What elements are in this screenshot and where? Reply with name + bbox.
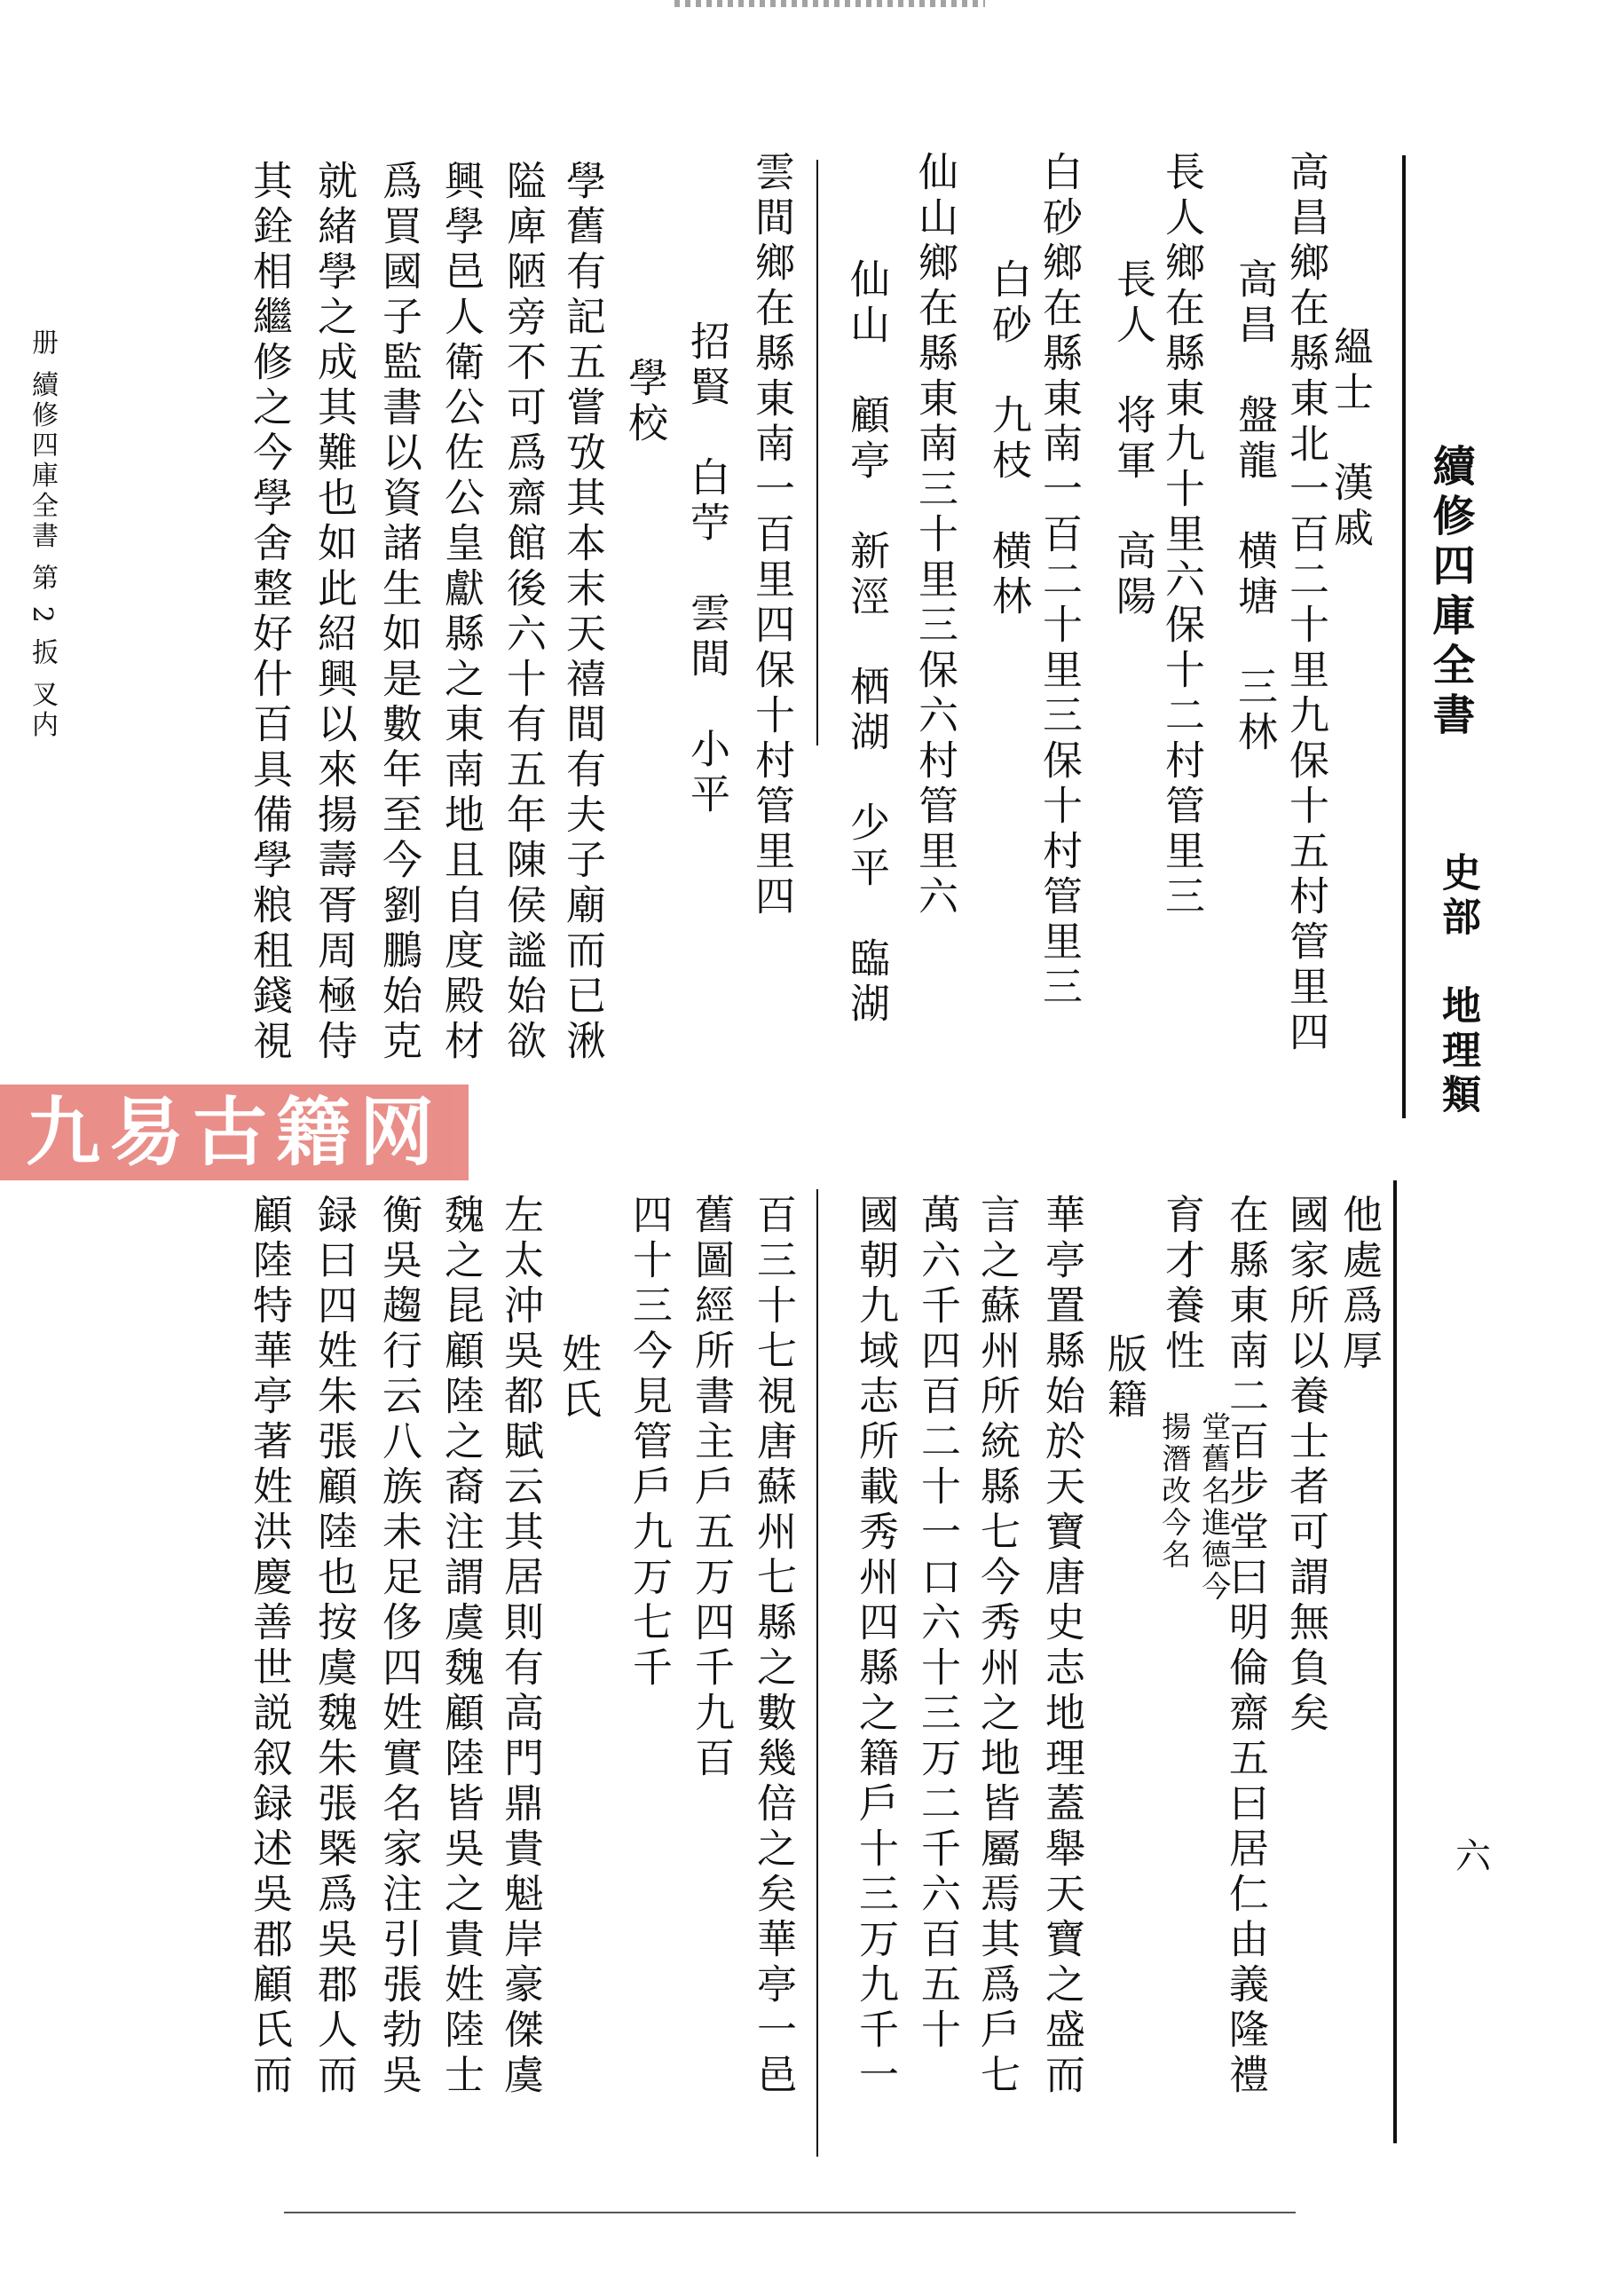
text-column: 長人鄉在縣東九十里六保十二村管里三 bbox=[1158, 151, 1205, 920]
text-column: 國家所以養士者可謂無負矣 bbox=[1282, 1194, 1329, 1737]
text-column: 衡吳趨行云八族未足侈四姓實名家注引張勃吳 bbox=[375, 1194, 422, 2099]
text-column: 育才養性 bbox=[1158, 1194, 1205, 1375]
text-column: 高昌 盤龍 横塘 三林 bbox=[1231, 213, 1278, 756]
frame-rule-top bbox=[1402, 155, 1406, 1118]
text-column: 招賢 白苧 雲間 小平 bbox=[683, 275, 730, 818]
text-column: 興學邑人衛公佐公皇獻縣之東南地且自度殿材 bbox=[438, 160, 485, 1065]
gutter-rule-bottom bbox=[816, 1189, 818, 2157]
text-column: 在縣東南二百步堂曰明倫齋五曰居仁由義隆禮 bbox=[1222, 1194, 1269, 2099]
text-column: 魏之昆顧陸之裔注謂虞魏顧陸皆吳之貴姓陸士 bbox=[438, 1194, 485, 2099]
text-column: 學舊有記五嘗攷其本末天禧間有夫子廟而已湫 bbox=[559, 160, 606, 1065]
text-column: 就緒學之成其難也如此紹興以來揚壽胥周極侍 bbox=[311, 160, 358, 1065]
text-column: 仙山 顧亭 新涇 栖湖 少平 臨湖 bbox=[843, 213, 890, 1028]
text-column: 四十三今見管戶九万七千 bbox=[626, 1194, 673, 1692]
text-column: 高昌鄉在縣東北一百二十里九保十五村管里四 bbox=[1282, 151, 1329, 1056]
gutter-rule-top bbox=[816, 160, 818, 746]
text-column: 學校 bbox=[621, 266, 668, 447]
text-column: 姓氏 bbox=[555, 1242, 602, 1424]
text-column: 萬六千四百二十一口六十三万二千六百五十 bbox=[914, 1194, 961, 2054]
text-column: 言之蘇州所統縣七今秀州之地皆屬焉其爲戶七 bbox=[974, 1194, 1021, 2099]
text-column: 華亭置縣始於天寶唐史志地理蓋舉天寶之盛而 bbox=[1038, 1194, 1085, 2099]
text-column: 隘庳陋旁不可爲齋館後六十有五年陳侯謐始欲 bbox=[500, 160, 547, 1065]
watermark-text: 九易古籍网 bbox=[25, 1089, 443, 1176]
text-column: 爲買國子監書以資諸生如是數年至今劉鵬始克 bbox=[375, 160, 422, 1065]
text-column: 國朝九域志所載秀州四縣之籍戶十三万九千一 bbox=[852, 1194, 899, 2099]
annotation: 揚潛改今名 bbox=[1157, 1411, 1193, 1571]
text-column: 縕士 漢戚 bbox=[1327, 235, 1374, 552]
annotation: 堂舊名進德今 bbox=[1197, 1411, 1233, 1603]
text-column: 舊圖經所書主戶五万四千九百 bbox=[688, 1194, 735, 1782]
book-title: 續修四庫全書 bbox=[1425, 444, 1475, 742]
text-column: 白砂 九枝 横林 bbox=[985, 213, 1032, 620]
text-column: 長人 将軍 高陽 bbox=[1109, 213, 1156, 620]
text-column: 仙山鄉在縣東南三十里三保六村管里六 bbox=[911, 151, 958, 920]
bottom-rule bbox=[284, 2212, 1296, 2213]
spine-text: 册 續修四庫全書 第 2 扳 叉内 bbox=[27, 328, 58, 741]
text-column: 左太沖吳都賦云其居則有高門鼎貴魁岸豪傑虞 bbox=[497, 1194, 544, 2099]
text-column: 雲間鄉在縣東南一百里四保十村管里四 bbox=[748, 151, 795, 920]
text-column: 顧陸特華亭著姓洪慶善世説叙録述吳郡顧氏而 bbox=[246, 1194, 293, 2099]
text-column: 其銓相繼修之今學舍整好什百具備學粮租錢視 bbox=[246, 160, 293, 1065]
section-label: 史部 地理類 bbox=[1435, 852, 1480, 1118]
scan-artifact bbox=[674, 0, 985, 7]
text-column: 版籍 bbox=[1100, 1242, 1147, 1424]
text-column: 録曰四姓朱張顧陸也按虞魏朱張槩爲吳郡人而 bbox=[311, 1194, 358, 2099]
page-number: 六 bbox=[1455, 1836, 1491, 1877]
text-column: 他處爲厚 bbox=[1336, 1194, 1383, 1375]
text-column: 百三十七視唐蘇州七縣之數幾倍之矣華亭一邑 bbox=[750, 1194, 797, 2099]
frame-rule-bottom bbox=[1393, 1180, 1397, 2143]
text-column: 白砂鄉在縣東南一百二十里三保十村管里三 bbox=[1036, 151, 1083, 1011]
watermark-banner bbox=[0, 1085, 469, 1180]
